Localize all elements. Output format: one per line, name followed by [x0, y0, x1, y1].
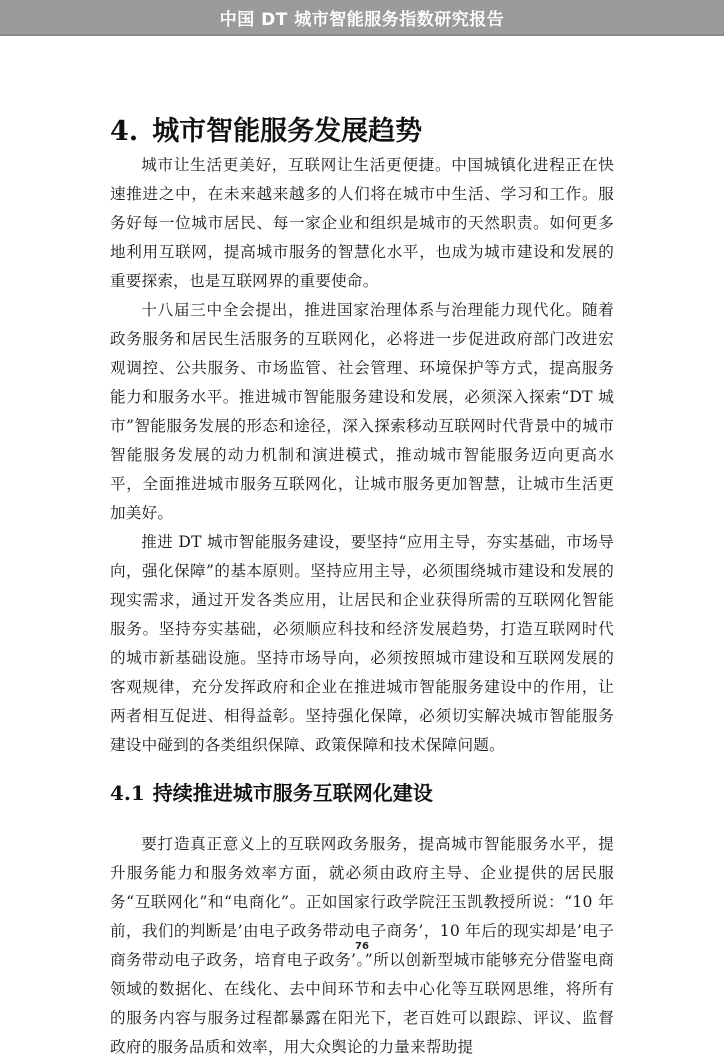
- report-header-bar: [0, 0, 724, 36]
- paragraph: 要打造真正意义上的互联网政务服务，提高城市智能服务水平，提升服务能力和服务效率方面，就必须由政府主导、企业提供的居民服务“互联网化”和“电商化”。正如国家行政学院汪玉凯教授所说：“10 年前，我们的判断是’由电子政务带动电子商务’，10 年后的现实却是’电子商务带动电子政务，培育电子政务’。”所以创新型城市能够充分借鉴电商领域的数据化、在线化、去中间环节和去中心化等互联网思维，将所有的服务内容与服务过程都暴露在阳光下，老百姓可以跟踪、评议、监督政府的服务品质和效率，用大众舆论的力量来帮助提: [110, 835, 614, 1056]
- subsection-heading: [110, 778, 614, 808]
- section-number: 4.: [110, 116, 139, 147]
- paragraph: 十八届三中全会提出，推进国家治理体系与治理能力现代化。随着政务服务和居民生活服务的互联网化，必将进一步促进政府部门改进宏观调控、公共服务、市场监管、社会管理、环境保护等方式，提高服务能力和服务水平。推进城市智能服务建设和发展，必须深入探索“DT 城市”智能服务发展的形态和途径，深入探索移动互联网时代背景中的城市智能服务发展的动力机制和演进模式，推动城市智能服务迈向更高水平，全面推进城市服务互联网化，让城市服务更加智慧，让城市生活更加美好。: [110, 301, 614, 522]
- page-content: [110, 113, 614, 1062]
- subsection-number: 4.1: [110, 781, 145, 805]
- section-title: 城市智能服务发展趋势: [152, 116, 423, 147]
- section-heading: [110, 113, 614, 151]
- paragraph: 城市让生活更美好，互联网让生活更便捷。中国城镇化进程正在快速推进之中，在未来越来越多的人们将在城市中生活、学习和工作。服务好每一位城市居民、每一家企业和组织是城市的天然职责。如何更多地利用互联网，提高城市服务的智慧化水平，也成为城市建设和发展的重要探索，也是互联网界的重要使命。: [110, 156, 614, 290]
- paragraph: 推进 DT 城市智能服务建设，要坚持“应用主导，夯实基础，市场导向，强化保障”的基本原则。坚持应用主导，必须围绕城市建设和发展的现实需求，通过开发各类应用，让居民和企业获得所需的互联网化智能服务。坚持夯实基础，必须顺应科技和经济发展趋势，打造互联网时代的城市新基础设施。坚持市场导向，必须按照城市建设和互联网发展的客观规律，充分发挥政府和企业在推进城市智能服务建设中的作用，让两者相互促进、相得益彰。坚持强化保障，必须切实解决城市智能服务建设中碰到的各类组织保障、政策保障和技术保障问题。: [110, 533, 614, 754]
- subsection-title: 持续推进城市服务互联网化建设: [152, 781, 433, 805]
- page-number: 76: [355, 941, 369, 952]
- report-title: 中国 DT 城市智能服务指数研究报告: [219, 9, 505, 30]
